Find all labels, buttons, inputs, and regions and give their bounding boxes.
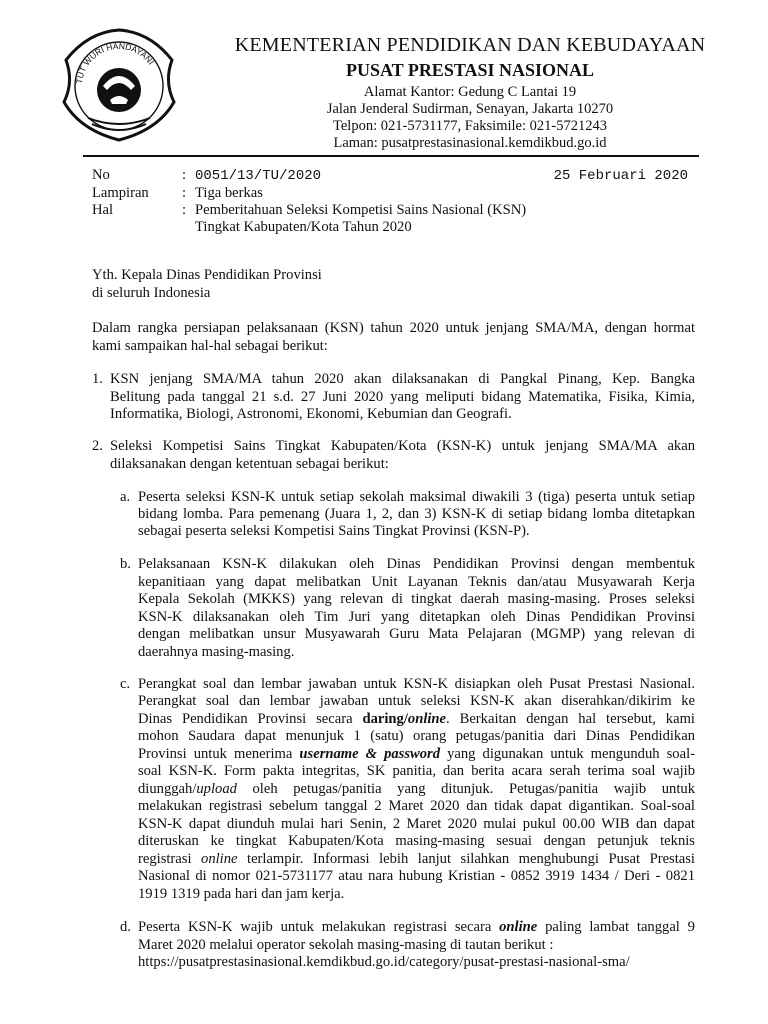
hal-label: Hal bbox=[92, 202, 114, 218]
sub-c-line: diteruskan ke tingkat Kabupaten/Kota masing-masing sesuai dengan petunjuk teknis bbox=[138, 833, 695, 849]
colon: : bbox=[182, 185, 187, 201]
intro-line: Dalam rangka persiapan pelaksanaan (KSN) tahun 2020 untuk jenjang SMA/MA, dengan hormat bbox=[92, 320, 695, 336]
list-marker: d. bbox=[120, 919, 131, 935]
sub-c-line: Perangkat soal dan lembar jawaban untuk KSN-K disiapkan oleh Pusat Prestasi Nasional. bbox=[138, 676, 695, 692]
sub-a-line: Peserta seleksi KSN-K untuk setiap sekolah maksimal diwakili 3 (tiga) peserta untuk setiap bbox=[138, 489, 695, 505]
phone-line: Telpon: 021-5731177, Faksimile: 021-5721243 bbox=[333, 118, 607, 134]
sub-b-line: Pelaksanaan KSN-K dilakukan oleh Dinas Pendidikan Provinsi dengan membentuk bbox=[138, 556, 695, 572]
logo-motto: TUT WURI HANDAYANI bbox=[74, 40, 157, 85]
item1-line: KSN jenjang SMA/MA tahun 2020 akan dilaksanakan di Pangkal Pinang, Kep. Bangka bbox=[110, 371, 695, 387]
sub-c-line: Nasional di nomor 021-5731177 atau nara hubung Kristian - 0852 3919 1434 / Deri - 0821 bbox=[138, 868, 695, 884]
list-marker: a. bbox=[120, 489, 131, 505]
lampiran-value: Tiga berkas bbox=[195, 185, 263, 201]
sub-b-line: daerahnya masing-masing. bbox=[138, 644, 295, 660]
sub-b-line: dengan melibatkan unsur Musyawarah Guru Mata Pelajaran (MGMP) yang relevan di bbox=[138, 626, 695, 642]
letterhead-divider bbox=[83, 155, 699, 157]
list-marker: c. bbox=[120, 676, 131, 692]
sub-c-line: melakukan registrasi sebelum tanggal 2 Maret 2020 dan tidak dapat digantikan. Soal-soal bbox=[138, 798, 695, 814]
office-name: PUSAT PRESTASI NASIONAL bbox=[345, 60, 595, 80]
kemdikbud-logo bbox=[58, 26, 180, 144]
ministry-name: KEMENTERIAN PENDIDIKAN DAN KEBUDAYAAN bbox=[234, 34, 706, 56]
sub-c-line: mohon Saudara dapat menunjuk 1 (satu) orang petugas/panitia dari Dinas Pendidikan bbox=[138, 728, 695, 744]
recipient-line: Yth. Kepala Dinas Pendidikan Provinsi bbox=[92, 267, 322, 283]
sub-b-line: kepanitiaan yang dapat melibatkan Unit Layanan Teknis dan/atau Musyawarah Kerja bbox=[138, 574, 695, 590]
colon: : bbox=[182, 202, 187, 218]
letter-date: 25 Februari 2020 bbox=[553, 168, 688, 184]
sub-c-line: Provinsi untuk menerima username & password yang digunakan untuk mengunduh soal- bbox=[138, 746, 695, 762]
list-marker: b. bbox=[120, 556, 131, 572]
sub-c-line: 1919 1319 pada hari dan jam kerja. bbox=[138, 886, 345, 902]
sub-d-line: Peserta KSN-K wajib untuk melakukan registrasi secara online paling lambat tanggal 9 bbox=[138, 919, 695, 935]
item2-line: dilaksanakan dengan ketentuan sebagai berikut: bbox=[110, 456, 389, 472]
sub-c-line: diunggah/upload oleh petugas/panitia yang ditunjuk. Petugas/panitia wajib untuk bbox=[138, 781, 695, 797]
sub-a-line: bidang lomba. Para pemenang (Juara 1, 2, dan 3) KSN-K di setiap bidang lomba ditetapkan bbox=[138, 506, 695, 522]
address-line: Jalan Jenderal Sudirman, Senayan, Jakarta 10270 bbox=[326, 101, 614, 117]
subject-line: Pemberitahuan Seleksi Kompetisi Sains Nasional (KSN) bbox=[195, 202, 527, 218]
sub-c-line: KSN-K dapat diunduh mulai hari Senin, 2 Maret 2020 mulai pukul 00.00 WIB dan dapat bbox=[138, 816, 695, 832]
address-line: Alamat Kantor: Gedung C Lantai 19 bbox=[363, 84, 577, 100]
item1-line: Belitung pada tanggal 21 s.d. 27 Juni 2020 yang meliputi bidang Matematika, Fisika, Kimia, bbox=[110, 389, 695, 405]
lampiran-label: Lampiran bbox=[92, 185, 149, 201]
no-label: No bbox=[92, 167, 110, 183]
recipient-line: di seluruh Indonesia bbox=[92, 285, 211, 301]
website-line: Laman: pusatprestasinasional.kemdikbud.go.id bbox=[333, 135, 607, 151]
colon: : bbox=[182, 167, 187, 183]
sub-c-line: Dinas Pendidikan Provinsi secara daring/online. Berkaitan dengan hal tersebut, kami bbox=[138, 711, 695, 727]
list-marker: 2. bbox=[92, 438, 103, 454]
sub-c-line: registrasi online terlampir. Informasi lebih lanjut silahkan menghubungi Pusat Prestasi bbox=[138, 851, 695, 867]
item2-line: Seleksi Kompetisi Sains Tingkat Kabupaten/Kota (KSN-K) untuk jenjang SMA/MA akan bbox=[110, 438, 695, 454]
item1-line: Informatika, Biologi, Astronomi, Ekonomi, Kebumian dan Geografi. bbox=[110, 406, 512, 422]
intro-line: kami sampaikan hal-hal sebagai berikut: bbox=[92, 338, 328, 354]
sub-c-line: Perangkat soal dan lembar jawaban untuk seleksi KSN-K akan diserahkan/dikirim ke bbox=[138, 693, 695, 709]
subject-line: Tingkat Kabupaten/Kota Tahun 2020 bbox=[195, 219, 412, 235]
registration-link[interactable]: https://pusatprestasinasional.kemdikbud.go.id/category/pusat-prestasi-nasional-sma/ bbox=[138, 954, 630, 970]
letter-number: 0051/13/TU/2020 bbox=[195, 168, 322, 184]
sub-c-line: soal KSN-K. Form pakta integritas, SK panitia, dan berita acara serah terima soal wajib bbox=[138, 763, 695, 779]
sub-b-line: Kepala Sekolah (MKKS) yang relevan di tingkat daerah masing-masing. Proses seleksi bbox=[138, 591, 695, 607]
sub-b-line: KSN-K dilaksanakan oleh Tim Juri yang ditetapkan oleh Dinas Pendidikan Provinsi bbox=[138, 609, 695, 625]
sub-a-line: sebagai peserta seleksi Kompetisi Sains Tingkat Provinsi (KSN-P). bbox=[138, 523, 530, 539]
list-marker: 1. bbox=[92, 371, 103, 387]
sub-d-line: Maret 2020 melalui operator sekolah masing-masing di tautan berikut : bbox=[138, 937, 554, 953]
